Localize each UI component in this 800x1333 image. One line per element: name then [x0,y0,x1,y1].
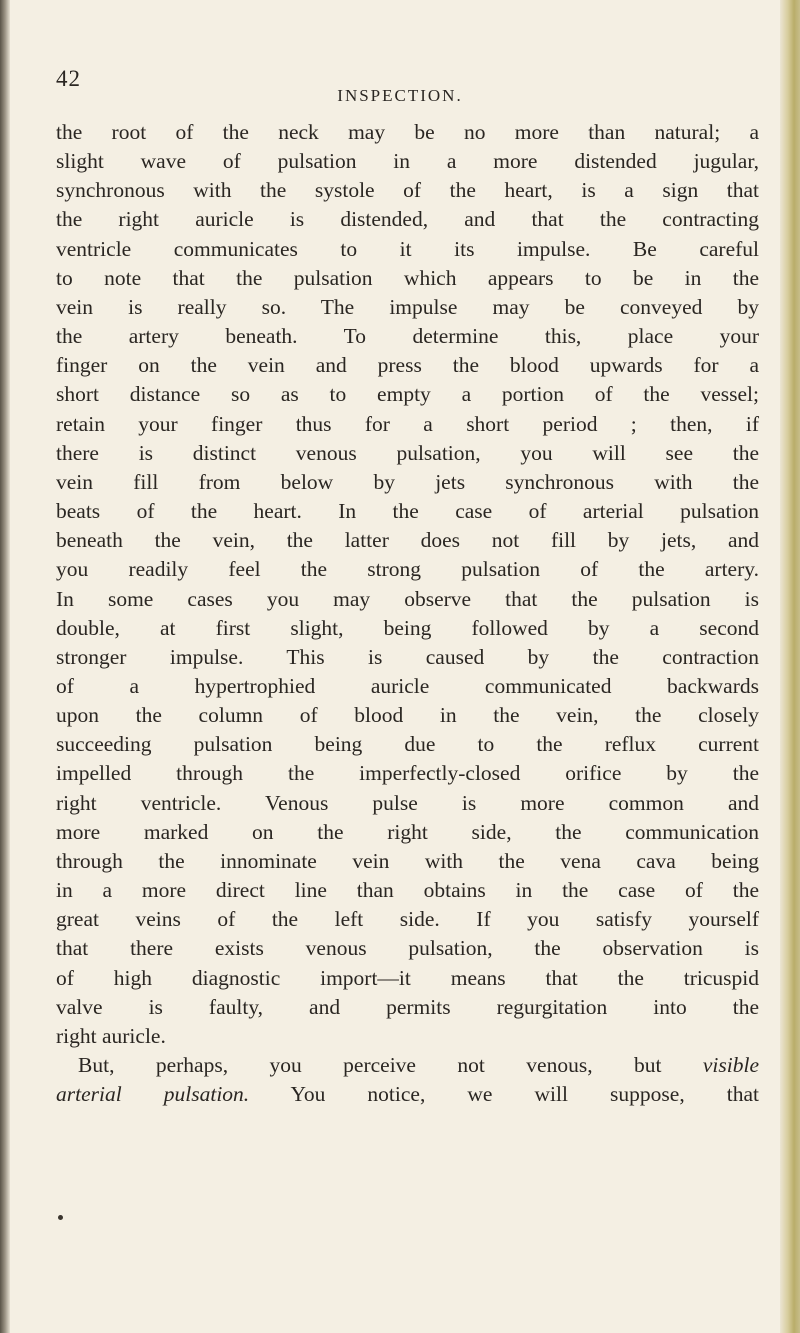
text-line: right ventricle. Venous pulse is more common and [56,790,759,815]
last-paragraph-line [56,1051,759,1080]
text-line: synchronous with the systole of the heart, is a sign that [56,178,759,203]
text-line: more marked on the right side, the communication [56,819,759,844]
text-line: short distance so as to empty a portion of the vessel; [56,382,759,407]
text-line: of a hypertrophied auricle communicated backwards [56,673,759,698]
text-line: vein fill from below by jets synchronous with the [56,469,759,494]
text-line: ventricle communicates to it its impulse. Be careful [56,236,759,261]
text-line: the artery beneath. To determine this, place your [56,324,759,349]
text-line: you readily feel the strong pulsation of the artery. [56,557,759,582]
page-number: 42 [56,66,81,91]
text-line: vein is really so. The impulse may be conveyed by [56,294,759,319]
text-line: double, at first slight, being followed by a second [56,615,759,640]
text-line: beats of the heart. In the case of arterial pulsation [56,499,759,524]
emphasis-visible: visible [702,1053,759,1077]
text-line: retain your finger thus for a short period ; then, if [56,411,759,436]
text-line: beneath the vein, the latter does not fill by jets, and [56,528,759,553]
right-page-edge [780,0,800,1333]
text-line: of high diagnostic import—it means that the tricuspid [56,965,759,990]
text-line: slight wave of pulsation in a more distended jugular, [56,149,759,174]
last-paragraph-end: You notice, we will suppose, that [290,1082,760,1107]
text-line: impelled through the imperfectly-closed orifice by the [56,761,759,786]
text-line: right auricle. [56,1023,166,1048]
text-line: great veins of the left side. If you satisfy yourself [56,907,759,932]
text-line: the right auricle is distended, and that the contracting [56,207,759,232]
text-line: In some cases you may observe that the pulsation is [56,586,759,611]
text-line: that there exists venous pulsation, the observation is [56,936,759,961]
running-head: INSPECTION. [337,86,463,105]
text-line: in a more direct line than obtains in the case of the [56,878,759,903]
text-line: there is distinct venous pulsation, you will see the [56,440,759,465]
printer-mark [58,1215,63,1220]
text-line: succeeding pulsation being due to the reflux current [56,732,759,757]
emphasis-arterial-pulsation: arterial pulsation. [56,1082,250,1107]
text-line: finger on the vein and press the blood upwards for a [56,353,759,378]
text-line: upon the column of blood in the vein, the closely [56,703,759,728]
text-line: the root of the neck may be no more than natural; a [56,120,759,144]
last-paragraph-start: But, perhaps, you perceive not venous, but [78,1053,662,1077]
text-line: stronger impulse. This is caused by the contraction [56,644,759,669]
body-text [56,118,759,1109]
last-paragraph-line [56,1080,759,1109]
text-line: through the innominate vein with the vena cava being [56,848,759,873]
text-line: valve is faulty, and permits regurgitation into the [56,994,759,1019]
text-line: to note that the pulsation which appears to be in the [56,265,759,290]
left-page-edge [0,0,10,1333]
